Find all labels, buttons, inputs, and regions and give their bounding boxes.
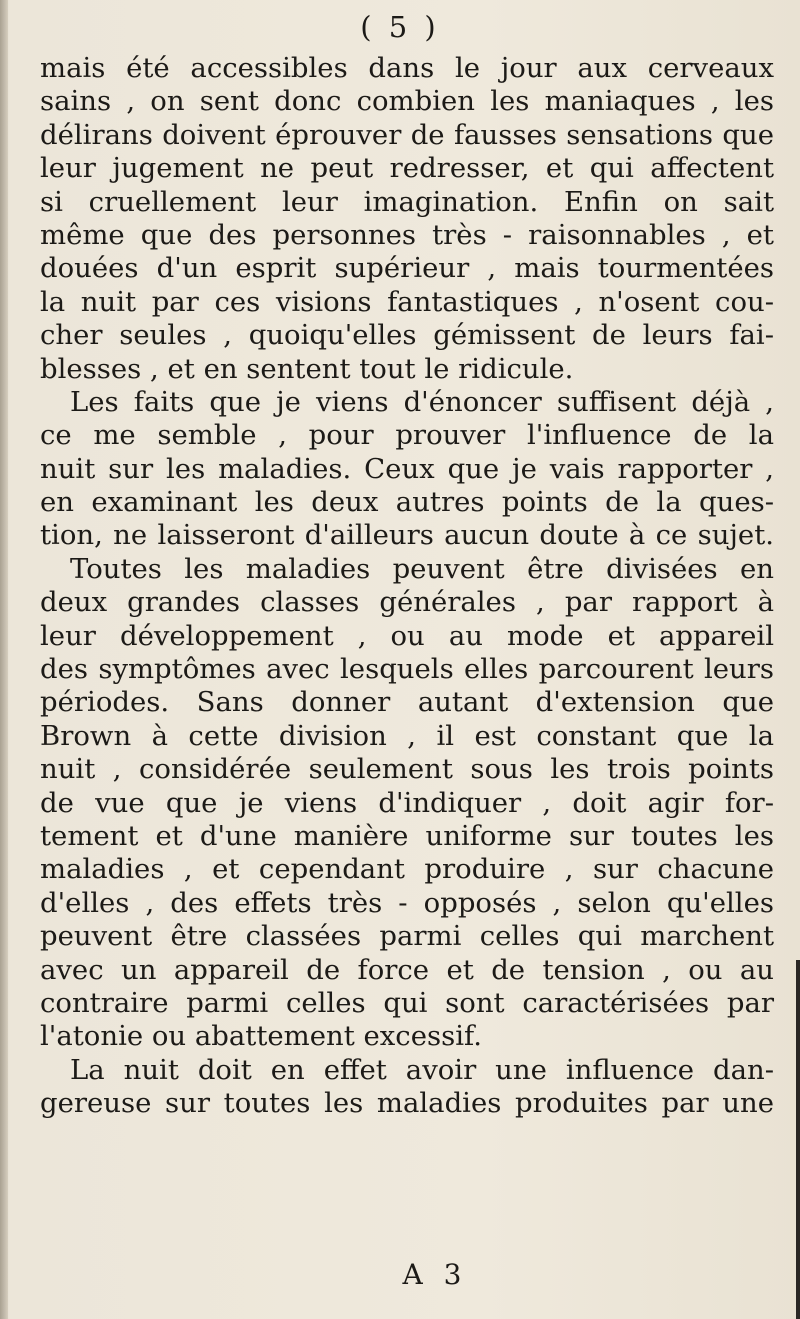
text-line: deux grandes classes générales , par rapport à bbox=[40, 586, 774, 619]
paragraph-start: La nuit doit en effet avoir une influence dan- bbox=[70, 1053, 774, 1086]
body-text bbox=[40, 52, 774, 1121]
text-line: délirans doivent éprouver de fausses sensations que bbox=[40, 118, 774, 151]
text-line: ce me semble , pour prouver l'influence de la bbox=[40, 419, 774, 452]
text-line: avec un appareil de force et de tension , ou au bbox=[40, 953, 774, 986]
text-line: blesses , et en sentent tout le ridicule. bbox=[40, 352, 574, 385]
paragraph-start: Les faits que je viens d'énoncer suffisent déjà , bbox=[70, 385, 774, 418]
paragraph-start: Toutes les maladies peuvent être divisées en bbox=[70, 552, 774, 585]
text-line: d'elles , des effets très - opposés , selon qu'elles bbox=[40, 886, 774, 919]
text-line: nuit , considérée seulement sous les trois points bbox=[40, 753, 774, 786]
text-line: leur développement , ou au mode et appareil bbox=[40, 619, 774, 652]
signature-mark: A 3 bbox=[402, 1258, 468, 1291]
text-line: contraire parmi celles qui sont caractérisées par bbox=[40, 986, 774, 1019]
text-line: gereuse sur toutes les maladies produites par une bbox=[40, 1087, 774, 1120]
text-line: Brown à cette division , il est constant que la bbox=[40, 719, 774, 752]
text-line: périodes. Sans donner autant d'extension que bbox=[40, 686, 774, 719]
text-line: maladies , et cependant produire , sur chacune bbox=[40, 853, 774, 886]
text-line: tement et d'une manière uniforme sur toutes les bbox=[40, 819, 774, 852]
text-line: douées d'un esprit supérieur , mais tourmentées bbox=[40, 252, 774, 285]
text-line: de vue que je viens d'indiquer , doit agir for- bbox=[40, 786, 774, 819]
text-line: l'atonie ou abattement excessif. bbox=[40, 1020, 482, 1053]
text-line: des symptômes avec lesquels elles parcourent leurs bbox=[40, 653, 774, 686]
text-line: cher seules , quoiqu'elles gémissent de leurs fai- bbox=[40, 319, 774, 352]
text-line: leur jugement ne peut redresser, et qui affectent bbox=[40, 152, 774, 185]
text-line: sains , on sent donc combien les maniaques , les bbox=[40, 85, 774, 118]
text-line: même que des personnes très - raisonnables , et bbox=[40, 218, 774, 251]
text-line: si cruellement leur imagination. Enfin on sait bbox=[40, 185, 774, 218]
binding-edge bbox=[0, 0, 8, 1319]
text-line: en examinant les deux autres points de la ques- bbox=[40, 486, 774, 519]
text-line: nuit sur les maladies. Ceux que je vais rapporter , bbox=[40, 452, 774, 485]
text-line: mais été accessibles dans le jour aux cerveaux bbox=[40, 52, 774, 84]
text-line: la nuit par ces visions fantastiques , n'osent cou- bbox=[40, 285, 774, 318]
text-line: peuvent être classées parmi celles qui marchent bbox=[40, 920, 774, 953]
page-number: ( 5 ) bbox=[360, 10, 440, 44]
text-line: tion, ne laisseront d'ailleurs aucun doute à ce sujet. bbox=[40, 519, 774, 552]
